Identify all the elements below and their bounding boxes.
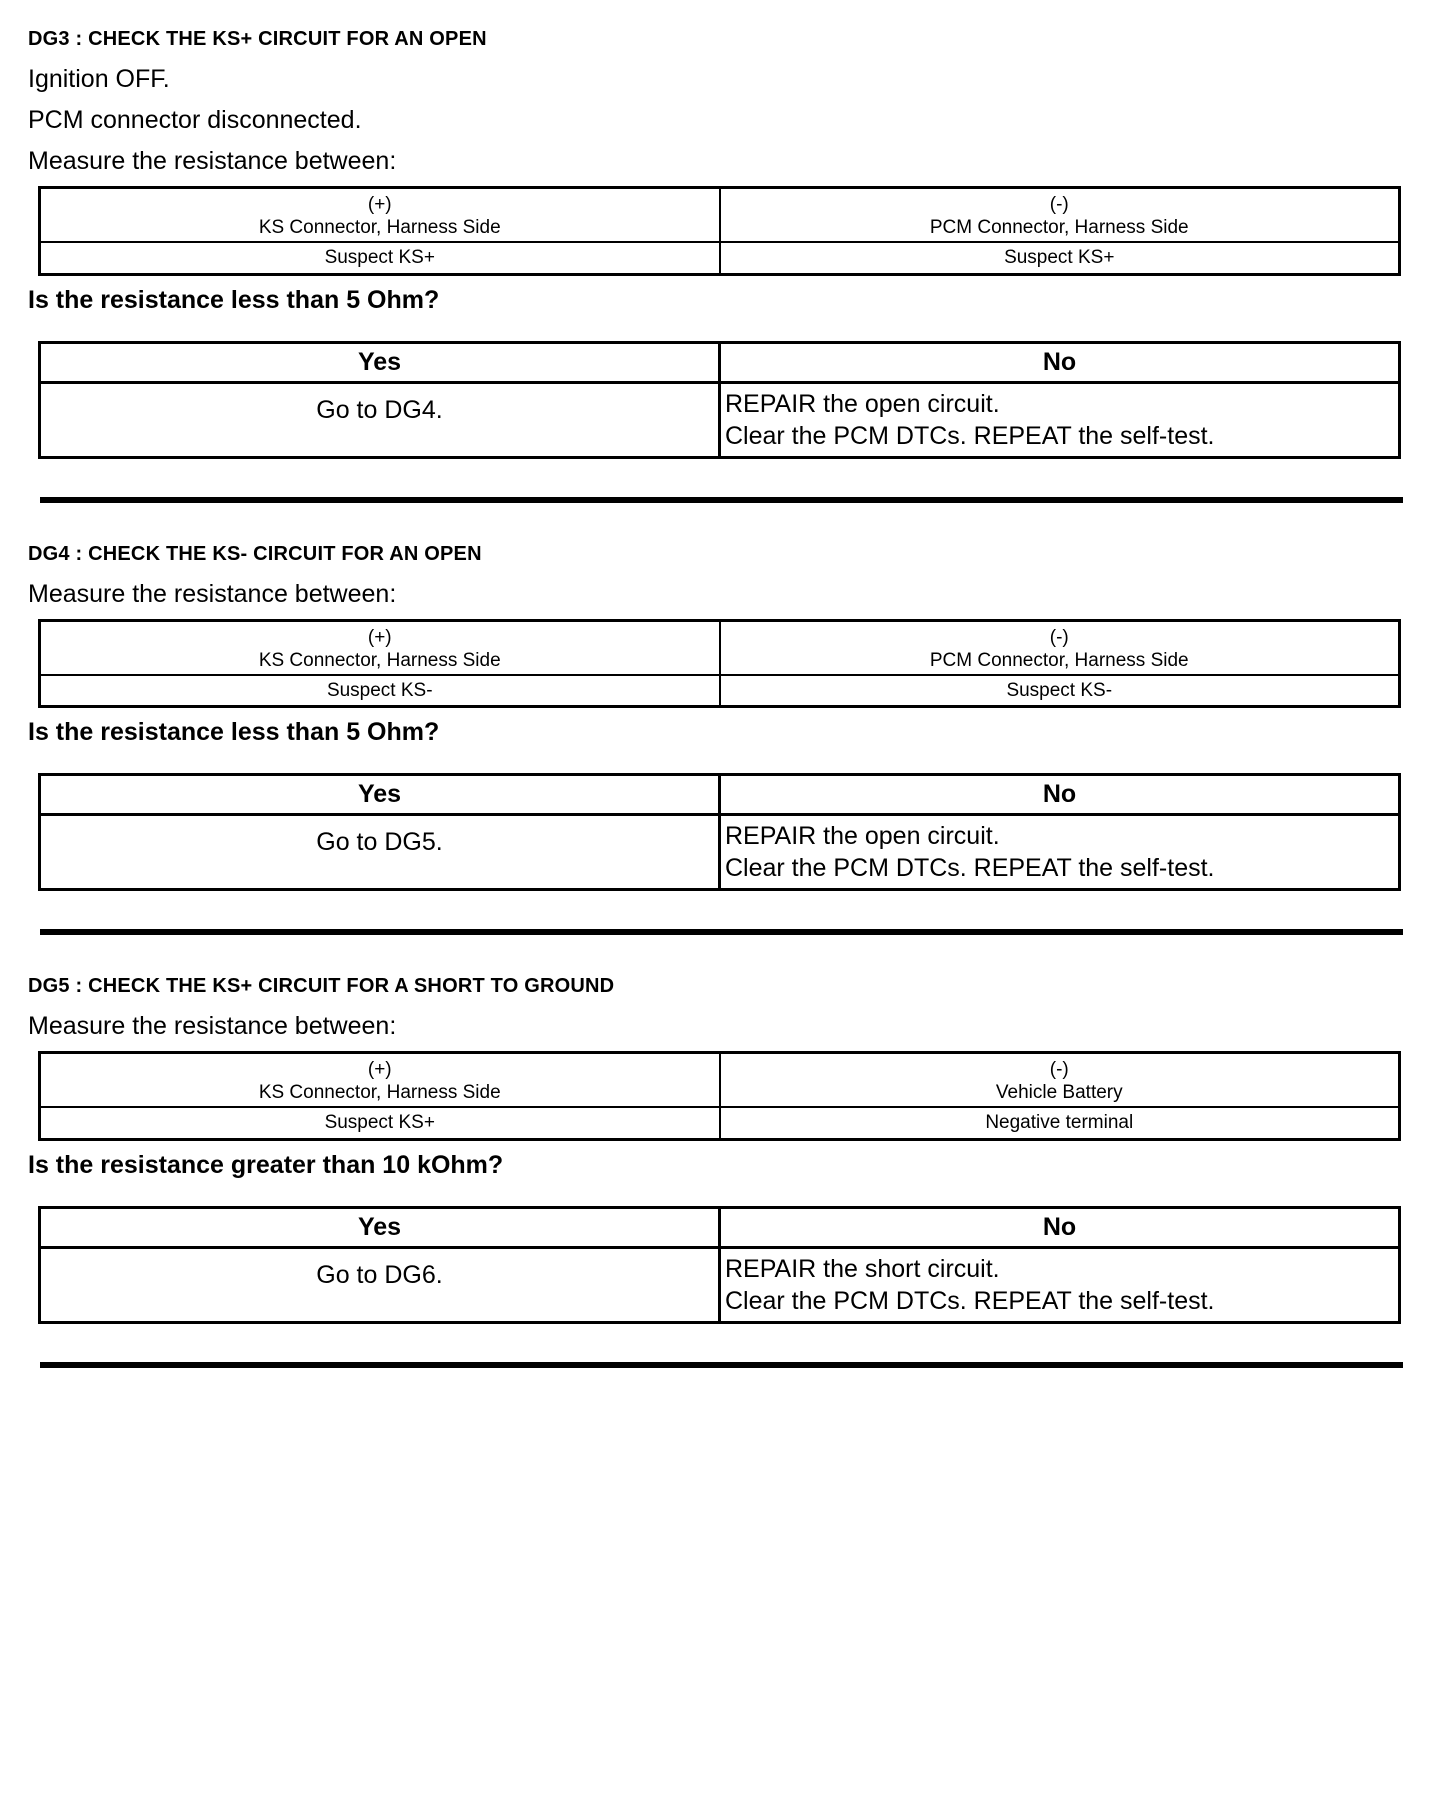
section-divider — [40, 929, 1403, 935]
no-action-line-1: REPAIR the open circuit. — [725, 822, 1000, 851]
yes-header: Yes — [40, 342, 720, 382]
positive-lead-cell — [40, 620, 720, 675]
section-dg3 — [28, 28, 1428, 459]
section-dg5 — [28, 975, 1428, 1324]
table-row — [40, 1107, 1400, 1139]
step-title-dg5: DG5 : CHECK THE KS+ CIRCUIT FOR A SHORT TO GROUND — [28, 975, 615, 998]
table-row — [40, 188, 1400, 243]
no-action — [720, 1247, 1400, 1322]
positive-location: KS Connector, Harness Side — [258, 1082, 501, 1104]
no-header: No — [720, 1207, 1400, 1247]
table-row — [40, 242, 1400, 274]
section-divider — [40, 497, 1403, 503]
negative-location: PCM Connector, Harness Side — [929, 217, 1189, 239]
answers-table-dg3 — [38, 341, 1401, 459]
negative-location: Vehicle Battery — [995, 1082, 1123, 1104]
negative-point: Suspect KS+ — [720, 242, 1400, 274]
instruction-line: Measure the resistance between: — [28, 1012, 397, 1041]
table-row — [40, 1053, 1400, 1108]
yes-action: Go to DG5. — [40, 815, 720, 890]
question-dg4: Is the resistance less than 5 Ohm? — [28, 718, 440, 747]
positive-point: Suspect KS+ — [40, 242, 720, 274]
negative-polarity: (-) — [1049, 1059, 1069, 1081]
table-row — [40, 815, 1400, 890]
step-title-dg4: DG4 : CHECK THE KS- CIRCUIT FOR AN OPEN — [28, 542, 482, 565]
instruction-line: Measure the resistance between: — [28, 579, 397, 608]
negative-lead-cell — [720, 1053, 1400, 1108]
yes-header: Yes — [40, 775, 720, 815]
negative-polarity: (-) — [1049, 626, 1069, 648]
positive-location: KS Connector, Harness Side — [258, 649, 501, 671]
no-header: No — [720, 775, 1400, 815]
section-divider — [40, 1362, 1403, 1368]
yes-action: Go to DG6. — [40, 1247, 720, 1322]
measurement-table-dg4 — [38, 619, 1401, 709]
step-title-dg3: DG3 : CHECK THE KS+ CIRCUIT FOR AN OPEN — [28, 28, 487, 50]
measurement-table-dg5 — [38, 1051, 1401, 1141]
measurement-table-dg3 — [38, 186, 1401, 276]
table-row — [40, 620, 1400, 675]
no-action-line-2: Clear the PCM DTCs. REPEAT the self-test. — [725, 421, 1215, 450]
positive-point: Suspect KS- — [40, 675, 720, 707]
negative-point: Suspect KS- — [720, 675, 1400, 707]
section-dg4 — [28, 543, 1428, 892]
positive-location: KS Connector, Harness Side — [258, 217, 501, 239]
negative-polarity: (-) — [1049, 194, 1069, 215]
table-row — [40, 382, 1400, 457]
instruction-line: Ignition OFF. — [28, 65, 170, 93]
negative-lead-cell — [720, 620, 1400, 675]
negative-point: Negative terminal — [720, 1107, 1400, 1139]
positive-polarity: (+) — [367, 1059, 392, 1081]
no-action-line-1: REPAIR the open circuit. — [725, 389, 1000, 418]
no-action-line-1: REPAIR the short circuit. — [725, 1254, 1000, 1283]
table-row — [40, 675, 1400, 707]
negative-lead-cell — [720, 188, 1400, 243]
answers-table-dg4 — [38, 773, 1401, 891]
negative-location: PCM Connector, Harness Side — [929, 649, 1189, 671]
yes-header: Yes — [40, 1207, 720, 1247]
table-row — [40, 342, 1400, 382]
instruction-line: Measure the resistance between: — [28, 147, 397, 175]
table-row — [40, 1247, 1400, 1322]
positive-polarity: (+) — [367, 194, 392, 215]
table-row — [40, 775, 1400, 815]
table-row — [40, 1207, 1400, 1247]
positive-polarity: (+) — [367, 626, 392, 648]
yes-action: Go to DG4. — [40, 382, 720, 457]
positive-lead-cell — [40, 1053, 720, 1108]
positive-lead-cell — [40, 188, 720, 243]
no-action-line-2: Clear the PCM DTCs. REPEAT the self-test. — [725, 854, 1215, 883]
answers-table-dg5 — [38, 1206, 1401, 1324]
no-action-line-2: Clear the PCM DTCs. REPEAT the self-test. — [725, 1286, 1215, 1315]
no-action — [720, 382, 1400, 457]
question-dg5: Is the resistance greater than 10 kOhm? — [28, 1150, 504, 1179]
instruction-line: PCM connector disconnected. — [28, 106, 362, 134]
positive-point: Suspect KS+ — [40, 1107, 720, 1139]
no-header: No — [720, 342, 1400, 382]
question-dg3: Is the resistance less than 5 Ohm? — [28, 285, 440, 314]
no-action — [720, 815, 1400, 890]
